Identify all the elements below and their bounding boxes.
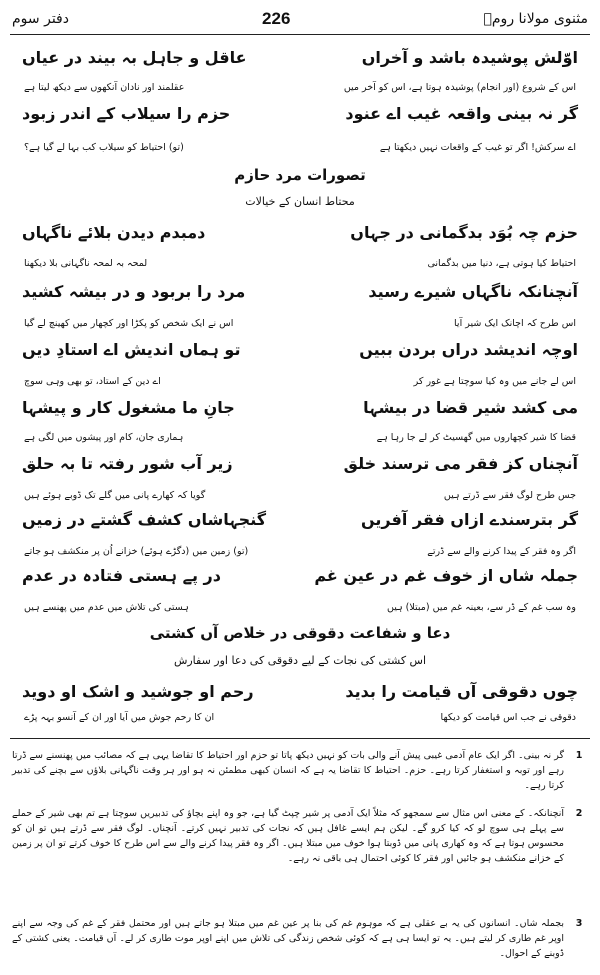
gloss-right: اگر وہ فقر کے پیدا کرنے والے سے ڈرتے bbox=[427, 546, 576, 557]
verse bbox=[22, 398, 578, 417]
gloss-right: اس کے شروع (اور انجام) پوشیدہ ہوتا ہے، اس کو آخر میں bbox=[343, 82, 576, 93]
verse-translation bbox=[24, 546, 576, 557]
verse-hemistich-left: حزم را سیلاب کے اندر زبود bbox=[22, 104, 231, 123]
verse-hemistich-left: جانِ ما مشغول کار و پیشہا bbox=[22, 398, 235, 417]
verse-hemistich-right: آنچنانکہ ناگہاں شیرے رسید bbox=[368, 282, 578, 301]
footnote-text: آنچنانکہ۔ کے معنی اس مثال سے سمجھو کہ مثلاً ایک آدمی پر شیر چپٹ گیا ہے، جو وہ اپنے بچاؤ کی تدبیریں سوچتا ہے تم بھی شیر کے حملے سے پہلے ہی سوچ لو کہ کیا کرو گے۔ لیکن ہم ایسے غافل ہیں کہ نجات کی تدبیر نہیں کرتے۔ آنچناں۔ لوگ فقر سے ڈرتے ہیں تو ان کو محسوس ہوتا ہے کہ وہ کھاری پانی میں ڈوبتا ہوا خوف میں مبتلا ہیں۔ اگر وہ فقر پیدا کرنے والے سے اس طرح کا خوف کرتے تو ان پر زمین کے خزانے منکشف ہو جائیں اور فقر کا کوئی احتمال ہی باقی نہ رہے۔ bbox=[12, 808, 564, 864]
gloss-right: اس لے جانے میں وہ کیا سوچتا ہے غور کر bbox=[413, 376, 576, 387]
verse bbox=[22, 282, 578, 301]
verse-hemistich-left: زیر آب شور رفتہ تا بہ حلق bbox=[22, 454, 233, 473]
gloss-left: اے دین کے استاد، تو بھی وہی سوچ bbox=[24, 376, 161, 387]
gloss-left: اس نے ایک شخص کو پکڑا اور کچھار میں کھینچ لے گیا bbox=[24, 318, 234, 329]
verse bbox=[22, 566, 578, 585]
footnote-number: 2 bbox=[575, 808, 583, 819]
gloss-right: وہ سب غم کے ڈر سے، بعینہ غم میں (مبتلا) ہیں bbox=[386, 602, 576, 613]
verse bbox=[22, 510, 578, 529]
verse-translation bbox=[24, 432, 576, 443]
gloss-right: اے سرکش! اگر تو غیب کے واقعات نہیں دیکھتا ہے bbox=[379, 142, 576, 153]
footnote bbox=[12, 916, 586, 961]
verse-hemistich-right: چوں دقوقی آں قیامت را بدید bbox=[345, 682, 578, 701]
footnote-text: بجملہ شاں۔ انسانوں کی یہ بے عقلی ہے کہ موہوم غم کی بنا پر عین غم میں مبتلا ہو جاتے ہیں اور محتمل فقر کے غم کی وجہ سے اپنے اوپر غم طاری کر لیتے ہیں۔ یہ تو ایسا ہی ہے کہ کوئی شخص زندگی کی تلاش میں اپنے اوپر موت طاری کر لے۔ آں قیامت۔ یعنی کشتی کے ڈوبنے کے احوال۔ bbox=[12, 918, 564, 959]
verse-hemistich-right: اوّلش پوشیدہ باشد و آخراں bbox=[361, 48, 578, 67]
footnote-number: 1 bbox=[575, 750, 583, 761]
gloss-right: دقوقی نے جب اس قیامت کو دیکھا bbox=[440, 712, 576, 723]
verse bbox=[22, 104, 578, 123]
verse-translation bbox=[24, 258, 576, 269]
verse-hemistich-right: اوچہ اندیشد دراں بردن ببیں bbox=[359, 340, 578, 359]
verse-hemistich-left: عاقل و جاہل بہ بیند در عیاں bbox=[22, 48, 247, 67]
gloss-right: جس طرح لوگ فقر سے ڈرتے ہیں bbox=[443, 490, 576, 501]
gloss-left: عقلمند اور نادان آنکھوں سے دیکھ لیتا ہے bbox=[24, 82, 185, 93]
gloss-left: ان کا رحم جوش میں آیا اور ان کے آنسو بہہ پڑے bbox=[24, 712, 215, 723]
verse-translation bbox=[24, 602, 576, 613]
verse-hemistich-right: گر بترسندے ازاں فقر آفریں bbox=[360, 510, 578, 529]
section-heading: دعا و شفاعت دقوقی در خلاص آں کشتی bbox=[149, 624, 451, 642]
footnote bbox=[12, 748, 586, 793]
verse-translation bbox=[24, 712, 576, 723]
verse bbox=[22, 48, 578, 67]
footnote-text: گر نہ بینی۔ اگر ایک عام آدمی غیبی پیش آنے والی بات کو نہیں دیکھ پاتا تو حزم اور احتیاط کا تقاضا یہی ہے کہ مصائب میں پھنسنے سے ڈرتا رہے اور توبہ و استغفار کرتا رہے۔ حزم۔ احتیاط کا تقاضا یہ ہے کہ انسان کبھی مطمئن نہ ہو اور ہر وقت ناگہانی بلاؤں سے بچنے کی تدبیر کرتا رہے۔ bbox=[12, 750, 564, 791]
verse-hemistich-right: جملہ شاں از خوف غم در عین غم bbox=[314, 566, 578, 585]
page-number: 226 bbox=[262, 9, 291, 28]
footnote bbox=[12, 806, 586, 866]
verse bbox=[22, 682, 578, 701]
verse-hemistich-right: آنچناں کز فقر می ترسند خلق bbox=[343, 454, 578, 473]
gloss-right: احتیاط کیا ہوتی ہے، دنیا میں بدگمانی bbox=[427, 258, 576, 269]
gloss-right: قضا کا شیر کچھاروں میں گھسیٹ کر لے جا رہا ہے bbox=[376, 432, 576, 443]
footnote-rule bbox=[10, 738, 590, 739]
gloss-left: ہستی کی تلاش میں عدم میں پھنسے ہیں bbox=[24, 602, 189, 613]
gloss-left: (تو) زمین میں (دگڑے ہوئے) خزانے اُن پر منکشف ہو جاتے bbox=[24, 546, 249, 557]
gloss-left: ہماری جان، کام اور پیشوں میں لگی ہے bbox=[24, 432, 184, 443]
section-subheading: محتاط انسان کے خیالات bbox=[245, 195, 355, 208]
book-title: مثنوی مولانا رومؒ bbox=[483, 11, 588, 27]
gloss-left: گویا کہ کھارے پانی میں گلے تک ڈوبے ہوئے ہیں bbox=[24, 490, 206, 501]
section-subheading: اس کشتی کی نجات کے لیے دقوقی کی دعا اور سفارش bbox=[173, 654, 427, 667]
verse-hemistich-left: تو ہماں اندیش اے استادِ دیں bbox=[22, 340, 241, 359]
volume-label: دفتر سوم bbox=[12, 11, 69, 27]
verse-translation bbox=[24, 318, 576, 329]
gloss-left: لمحہ بہ لمحہ ناگہانی بلا دیکھنا bbox=[24, 258, 148, 269]
verse-hemistich-right: می کشد شیر قضا در بیشہا bbox=[363, 398, 578, 417]
footnote-number: 3 bbox=[575, 918, 583, 929]
verse-hemistich-left: مرد را بربود و در بیشہ کشید bbox=[22, 282, 246, 301]
section-heading: تصورات مرد حازم bbox=[234, 166, 366, 184]
verse-translation bbox=[24, 376, 576, 387]
header-rule bbox=[10, 34, 590, 35]
verse bbox=[22, 340, 578, 359]
gloss-left: (تو) احتیاط کو سیلاب کب بہا لے گیا ہے؟ bbox=[24, 142, 184, 153]
verse bbox=[22, 223, 578, 242]
verse-hemistich-left: رحم او جوشید و اشک او دوید bbox=[22, 682, 254, 701]
verse bbox=[22, 454, 578, 473]
page-header bbox=[12, 6, 588, 32]
verse-hemistich-left: در پے ہستی فتادہ در عدم bbox=[22, 566, 221, 585]
verse-translation bbox=[24, 142, 576, 153]
verse-hemistich-right: حزم چہ بُوَد بدگمانی در جہاں bbox=[350, 223, 578, 242]
verse-translation bbox=[24, 490, 576, 501]
verse-hemistich-right: گر نہ بینی واقعہ غیب اے عنود bbox=[345, 104, 578, 123]
gloss-right: اس طرح کہ اچانک ایک شیر آیا bbox=[454, 318, 576, 329]
verse-hemistich-left: گنجہاشاں کشف گشتے در زمیں bbox=[22, 510, 267, 529]
verse-translation bbox=[24, 82, 576, 93]
verse-hemistich-left: دمبدم دیدن بلائے ناگہاں bbox=[22, 223, 206, 242]
